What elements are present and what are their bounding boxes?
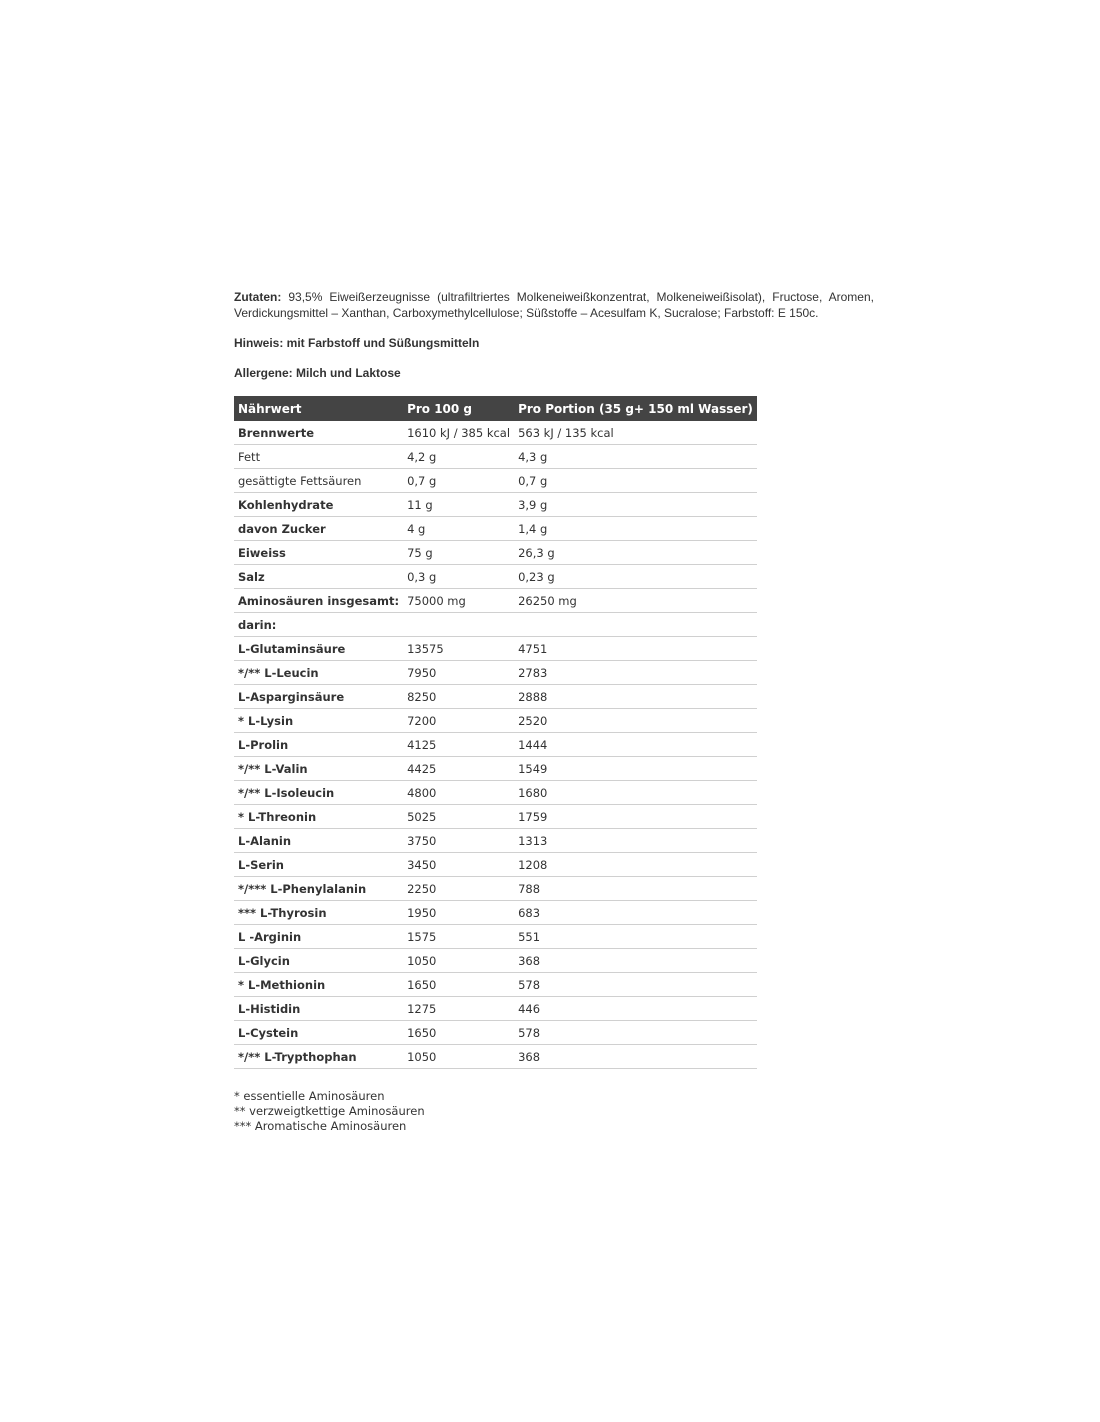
- row-name: darin:: [234, 613, 403, 637]
- table-row: [234, 901, 757, 925]
- table-row: [234, 781, 757, 805]
- row-per-100g: 1575: [403, 925, 514, 949]
- row-name: L-Glutaminsäure: [234, 637, 403, 661]
- row-per-portion: 1759: [514, 805, 757, 829]
- row-per-100g: 13575: [403, 637, 514, 661]
- row-name: L -Arginin: [234, 925, 403, 949]
- row-per-portion: 1313: [514, 829, 757, 853]
- row-name: */** L-Valin: [234, 757, 403, 781]
- table-row: [234, 853, 757, 877]
- product-info: [234, 290, 874, 1134]
- row-per-100g: 5025: [403, 805, 514, 829]
- footnote-essential: * essentielle Aminosäuren: [234, 1089, 385, 1103]
- row-per-portion: 4,3 g: [514, 445, 757, 469]
- ingredients-text: 93,5% Eiweißerzeugnisse (ultrafiltriertes Molkeneiweißkonzentrat, Molkeneiweißisolat), Fructose, Aromen, Verdickungsmittel – Xanthan, Carboxymethylcellulose; Süßstoffe – Acesulfam K, Sucralose; Farbstoff: E 150c.: [234, 290, 874, 320]
- table-row: [234, 637, 757, 661]
- row-name: Aminosäuren insgesamt:: [234, 589, 403, 613]
- row-per-100g: 7950: [403, 661, 514, 685]
- row-per-portion: 4751: [514, 637, 757, 661]
- row-per-portion: 2783: [514, 661, 757, 685]
- row-per-portion: 26250 mg: [514, 589, 757, 613]
- table-row: [234, 925, 757, 949]
- row-per-100g: 0,7 g: [403, 469, 514, 493]
- row-name: * L-Threonin: [234, 805, 403, 829]
- table-row: [234, 661, 757, 685]
- row-name: Fett: [234, 445, 403, 469]
- row-name: L-Asparginsäure: [234, 685, 403, 709]
- row-per-100g: 3750: [403, 829, 514, 853]
- table-row: [234, 805, 757, 829]
- row-per-100g: 8250: [403, 685, 514, 709]
- row-per-portion: 551: [514, 925, 757, 949]
- nutrition-table-header: [234, 396, 757, 421]
- row-per-portion: 0,23 g: [514, 565, 757, 589]
- row-per-portion: 26,3 g: [514, 541, 757, 565]
- row-name: */*** L-Phenylalanin: [234, 877, 403, 901]
- row-per-100g: 7200: [403, 709, 514, 733]
- row-per-100g: 11 g: [403, 493, 514, 517]
- row-per-100g: 4425: [403, 757, 514, 781]
- nutrition-table-body: [234, 421, 757, 1069]
- allergene-note: Allergene: Milch und Laktose: [234, 366, 401, 380]
- table-row: [234, 541, 757, 565]
- row-per-100g: 1650: [403, 1021, 514, 1045]
- row-per-portion: 563 kJ / 135 kcal: [514, 421, 757, 445]
- row-per-portion: [514, 613, 757, 637]
- row-per-100g: 1610 kJ / 385 kcal: [403, 421, 514, 445]
- row-per-portion: 0,7 g: [514, 469, 757, 493]
- row-name: L-Histidin: [234, 997, 403, 1021]
- row-name: */** L-Trypthophan: [234, 1045, 403, 1069]
- row-name: */** L-Isoleucin: [234, 781, 403, 805]
- row-per-portion: 578: [514, 1021, 757, 1045]
- row-per-portion: 788: [514, 877, 757, 901]
- table-row: [234, 877, 757, 901]
- footnote-bcaa: ** verzweigtkettige Aminosäuren: [234, 1104, 425, 1118]
- row-per-100g: 1650: [403, 973, 514, 997]
- row-per-portion: 3,9 g: [514, 493, 757, 517]
- row-name: gesättigte Fettsäuren: [234, 469, 403, 493]
- table-row: [234, 1021, 757, 1045]
- table-row: [234, 613, 757, 637]
- row-per-portion: 368: [514, 949, 757, 973]
- row-name: Eiweiss: [234, 541, 403, 565]
- row-name: * L-Methionin: [234, 973, 403, 997]
- row-per-portion: 578: [514, 973, 757, 997]
- row-name: */** L-Leucin: [234, 661, 403, 685]
- footnote-aromatic: *** Aromatische Aminosäuren: [234, 1119, 407, 1133]
- table-row: [234, 829, 757, 853]
- row-per-100g: 1050: [403, 1045, 514, 1069]
- row-per-portion: 1444: [514, 733, 757, 757]
- table-row: [234, 565, 757, 589]
- row-per-100g: 4 g: [403, 517, 514, 541]
- header-naehrwert: Nährwert: [234, 396, 403, 421]
- table-row: [234, 973, 757, 997]
- hinweis-note: Hinweis: mit Farbstoff und Süßungsmitteln: [234, 336, 480, 350]
- table-row: [234, 469, 757, 493]
- row-per-portion: 2520: [514, 709, 757, 733]
- table-row: [234, 493, 757, 517]
- row-per-portion: 446: [514, 997, 757, 1021]
- row-name: L-Cystein: [234, 1021, 403, 1045]
- row-per-portion: 1549: [514, 757, 757, 781]
- table-row: [234, 733, 757, 757]
- row-name: L-Alanin: [234, 829, 403, 853]
- row-per-100g: 4800: [403, 781, 514, 805]
- row-per-portion: 1,4 g: [514, 517, 757, 541]
- header-pro-100g: Pro 100 g: [403, 396, 514, 421]
- table-row: [234, 1045, 757, 1069]
- row-per-100g: 75 g: [403, 541, 514, 565]
- table-row: [234, 757, 757, 781]
- table-row: [234, 445, 757, 469]
- row-name: L-Glycin: [234, 949, 403, 973]
- row-name: L-Prolin: [234, 733, 403, 757]
- row-per-100g: 4125: [403, 733, 514, 757]
- table-row: [234, 685, 757, 709]
- row-per-portion: 1208: [514, 853, 757, 877]
- row-per-100g: 1275: [403, 997, 514, 1021]
- ingredients-label: Zutaten:: [234, 290, 282, 304]
- ingredients-paragraph: [234, 290, 874, 321]
- row-name: *** L-Thyrosin: [234, 901, 403, 925]
- table-row: [234, 589, 757, 613]
- row-per-100g: 2250: [403, 877, 514, 901]
- row-name: * L-Lysin: [234, 709, 403, 733]
- row-per-100g: [403, 613, 514, 637]
- table-row: [234, 421, 757, 445]
- row-name: L-Serin: [234, 853, 403, 877]
- row-per-portion: 2888: [514, 685, 757, 709]
- row-per-portion: 1680: [514, 781, 757, 805]
- row-name: davon Zucker: [234, 517, 403, 541]
- row-per-100g: 3450: [403, 853, 514, 877]
- nutrition-table: [234, 396, 757, 1069]
- row-name: Kohlenhydrate: [234, 493, 403, 517]
- row-name: Salz: [234, 565, 403, 589]
- header-pro-portion: Pro Portion (35 g+ 150 ml Wasser): [514, 396, 757, 421]
- row-per-100g: 0,3 g: [403, 565, 514, 589]
- table-row: [234, 949, 757, 973]
- table-row: [234, 517, 757, 541]
- row-name: Brennwerte: [234, 421, 403, 445]
- row-per-100g: 1950: [403, 901, 514, 925]
- row-per-100g: 4,2 g: [403, 445, 514, 469]
- row-per-portion: 368: [514, 1045, 757, 1069]
- row-per-100g: 1050: [403, 949, 514, 973]
- footnotes: [234, 1089, 874, 1134]
- row-per-100g: 75000 mg: [403, 589, 514, 613]
- table-row: [234, 997, 757, 1021]
- table-row: [234, 709, 757, 733]
- row-per-portion: 683: [514, 901, 757, 925]
